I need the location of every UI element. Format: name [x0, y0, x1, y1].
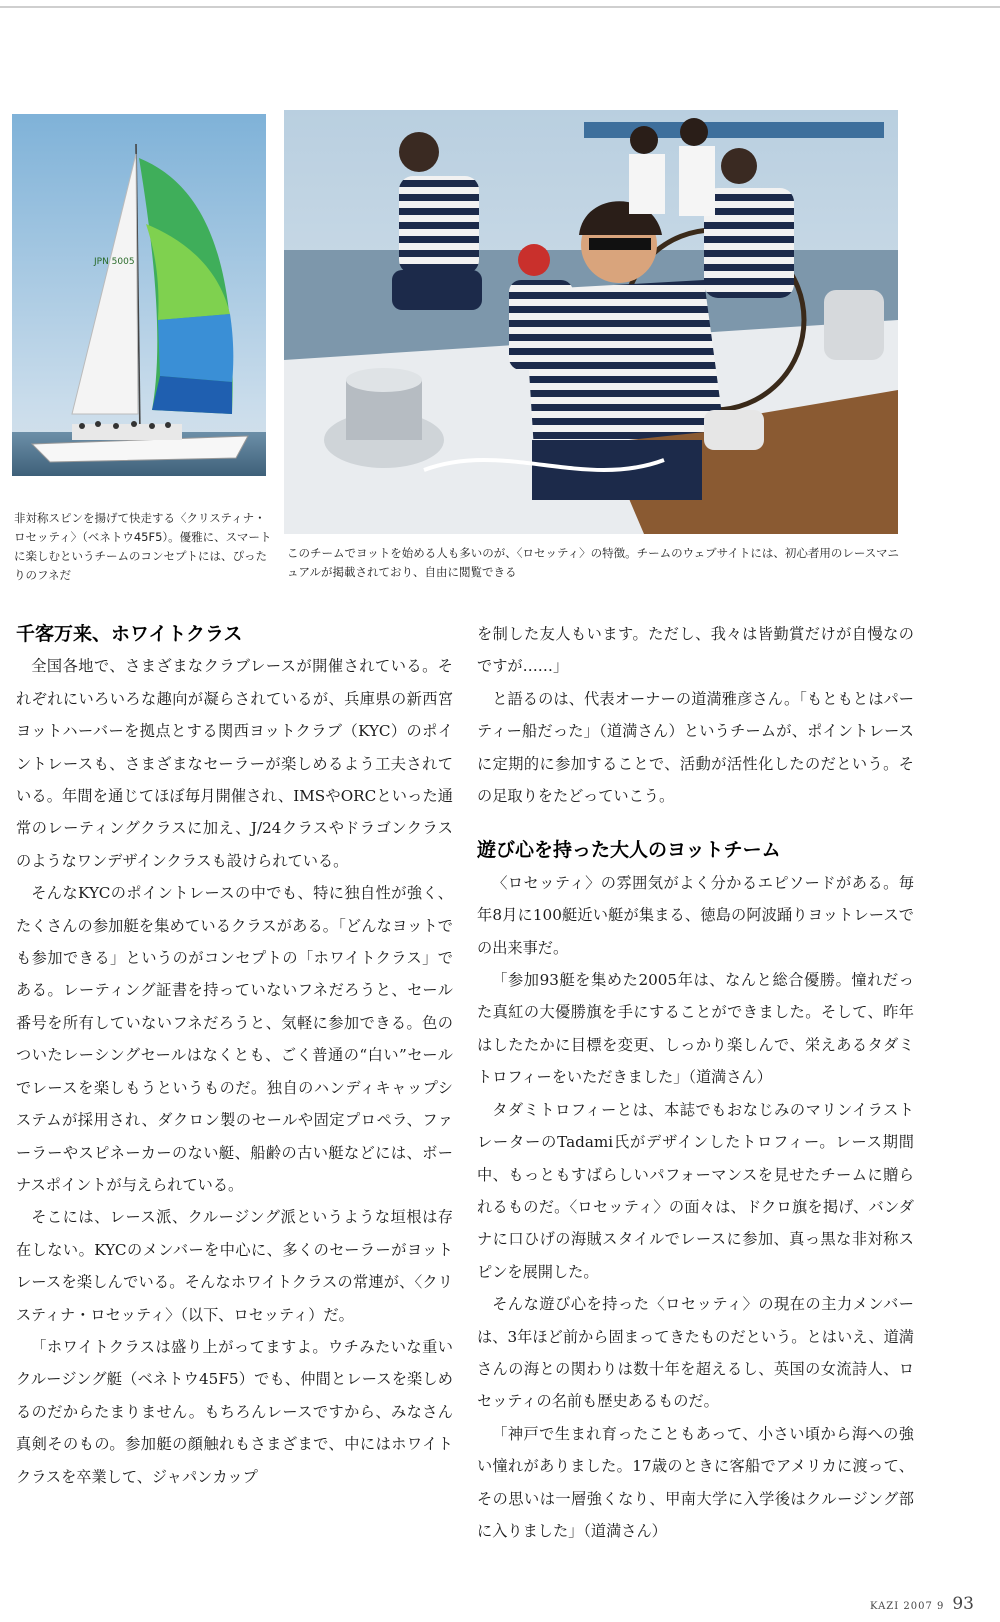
page-footer	[870, 1594, 974, 1614]
magazine-issue: KAZI 2007 9	[870, 1601, 945, 1612]
crew-photo	[284, 110, 898, 534]
article-column-right	[477, 618, 914, 1547]
section-heading: 遊び心を持った大人のヨットチーム	[477, 839, 781, 862]
body-paragraph: タダミトロフィーとは、本誌でもおなじみのマリンイラストレーターのTadami氏がデザインしたトロフィー。レース期間中、もっともすばらしいパフォーマンスを見せたチームに贈られるものだ。〈ロセッティ〉の面々は、ドクロ旗を掲げ、バンダナに口ひげの海賊スタイルでレースに参加、真っ黒な非対称スピンを展開した。	[477, 1100, 914, 1281]
body-paragraph: 「神戸で生まれ育ったこともあって、小さい頃から海への強い憧れがありました。17歳のときに客船でアメリカに渡って、その思いは一層強くなり、甲南大学に入学後はクルージング部に入りました」（道満さん）	[477, 1424, 914, 1540]
page-number: 93	[952, 1594, 974, 1614]
section-heading: 千客万来、ホワイトクラス	[16, 623, 243, 645]
body-paragraph: 全国各地で、さまざまなクラブレースが開催されている。それぞれにいろいろな趣向が凝らされているが、兵庫県の新西宮ヨットハーバーを拠点とする関西ヨットクラブ（KYC）のポイントレースも、さまざまなセーラーが楽しめるよう工夫されている。年間を通じてほぼ毎月開催され、IMSやORCといった通常のレーティングクラスに加え、J/24クラスやドラゴンクラスのようなワンデザインクラスも設けられている。	[16, 657, 453, 870]
article-column-left	[16, 618, 453, 1493]
body-paragraph: そんな遊び心を持った〈ロセッティ〉の現在の主力メンバーは、3年ほど前から固まってきたものだという。とはいえ、道満さんの海との関わりは数十年を超えるし、英国の女流詩人、ロセッティの名前も歴史あるものだ。	[477, 1295, 914, 1411]
body-paragraph: 「ホワイトクラスは盛り上がってますよ。ウチみたいな重いクルージング艇（ベネトウ45F5）でも、仲間とレースを楽しめるのだからたまりません。もちろんレースですから、みなさん真剣そのもの。参加艇の顔触れもさまざまで、中にはホワイトクラスを卒業して、ジャパンカップ	[16, 1337, 453, 1486]
photo-caption-right: このチームでヨットを始める人も多いのが、〈ロセッティ〉の特徴。チームのウェブサイトには、初心者用のレースマニュアルが掲載されており、自由に閲覧できる	[287, 546, 900, 579]
body-paragraph: そんなKYCのポイントレースの中でも、特に独自性が強く、たくさんの参加艇を集めているクラスがある。「どんなヨットでも参加できる」というのがコンセプトの「ホワイトクラス」である。レーティング証書を持っていないフネだろうと、セール番号を所有していないフネだろうと、気軽に参加できる。色のついたレーシングセールはなくとも、ごく普通の“白い”セールでレースを楽しもうというものだ。独自のハンディキャップシステムが採用され、ダクロン製のセールや固定プロペラ、ファーラーやスピネーカーのない艇、船齢の古い艇などには、ボーナスポイントが与えられている。	[16, 884, 453, 1194]
top-rule	[0, 6, 1000, 8]
body-paragraph: そこには、レース派、クルージング派というような垣根は存在しない。KYCのメンバーを中心に、多くのセーラーがヨットレースを楽しんでいる。そんなホワイトクラスの常連が、〈クリスティナ・ロセッティ〉（以下、ロセッティ）だ。	[16, 1208, 453, 1324]
sail-number-text: JPN 5005	[94, 257, 135, 267]
photo-caption-left: 非対称スピンを揚げて快走する〈クリスティナ・ロセッティ〉（ベネトウ45F5）。優雅に、スマートに楽しむというチームのコンセプトには、ぴったりのフネだ	[14, 511, 272, 582]
sailboat-photo	[12, 114, 266, 476]
body-paragraph: 〈ロセッティ〉の雰囲気がよく分かるエピソードがある。毎年8月に100艇近い艇が集まる、徳島の阿波踊りヨットレースでの出来事だ。	[477, 873, 914, 957]
body-paragraph: と語るのは、代表オーナーの道満雅彦さん。「もともとはパーティー船だった」（道満さん）というチームが、ポイントレースに定期的に参加することで、活動が活性化したのだという。その足取りをたどっていこう。	[477, 689, 914, 806]
body-paragraph: 「参加93艇を集めた2005年は、なんと総合優勝。憧れだった真紅の大優勝旗を手にすることができました。そして、昨年はしたたかに目標を変更、しっかり楽しんで、栄えあるタダミトロフィーをいただきました」（道満さん）	[477, 971, 914, 1087]
body-paragraph: を制した友人もいます。ただし、我々は皆勤賞だけが自慢なのですが……」	[477, 625, 914, 676]
